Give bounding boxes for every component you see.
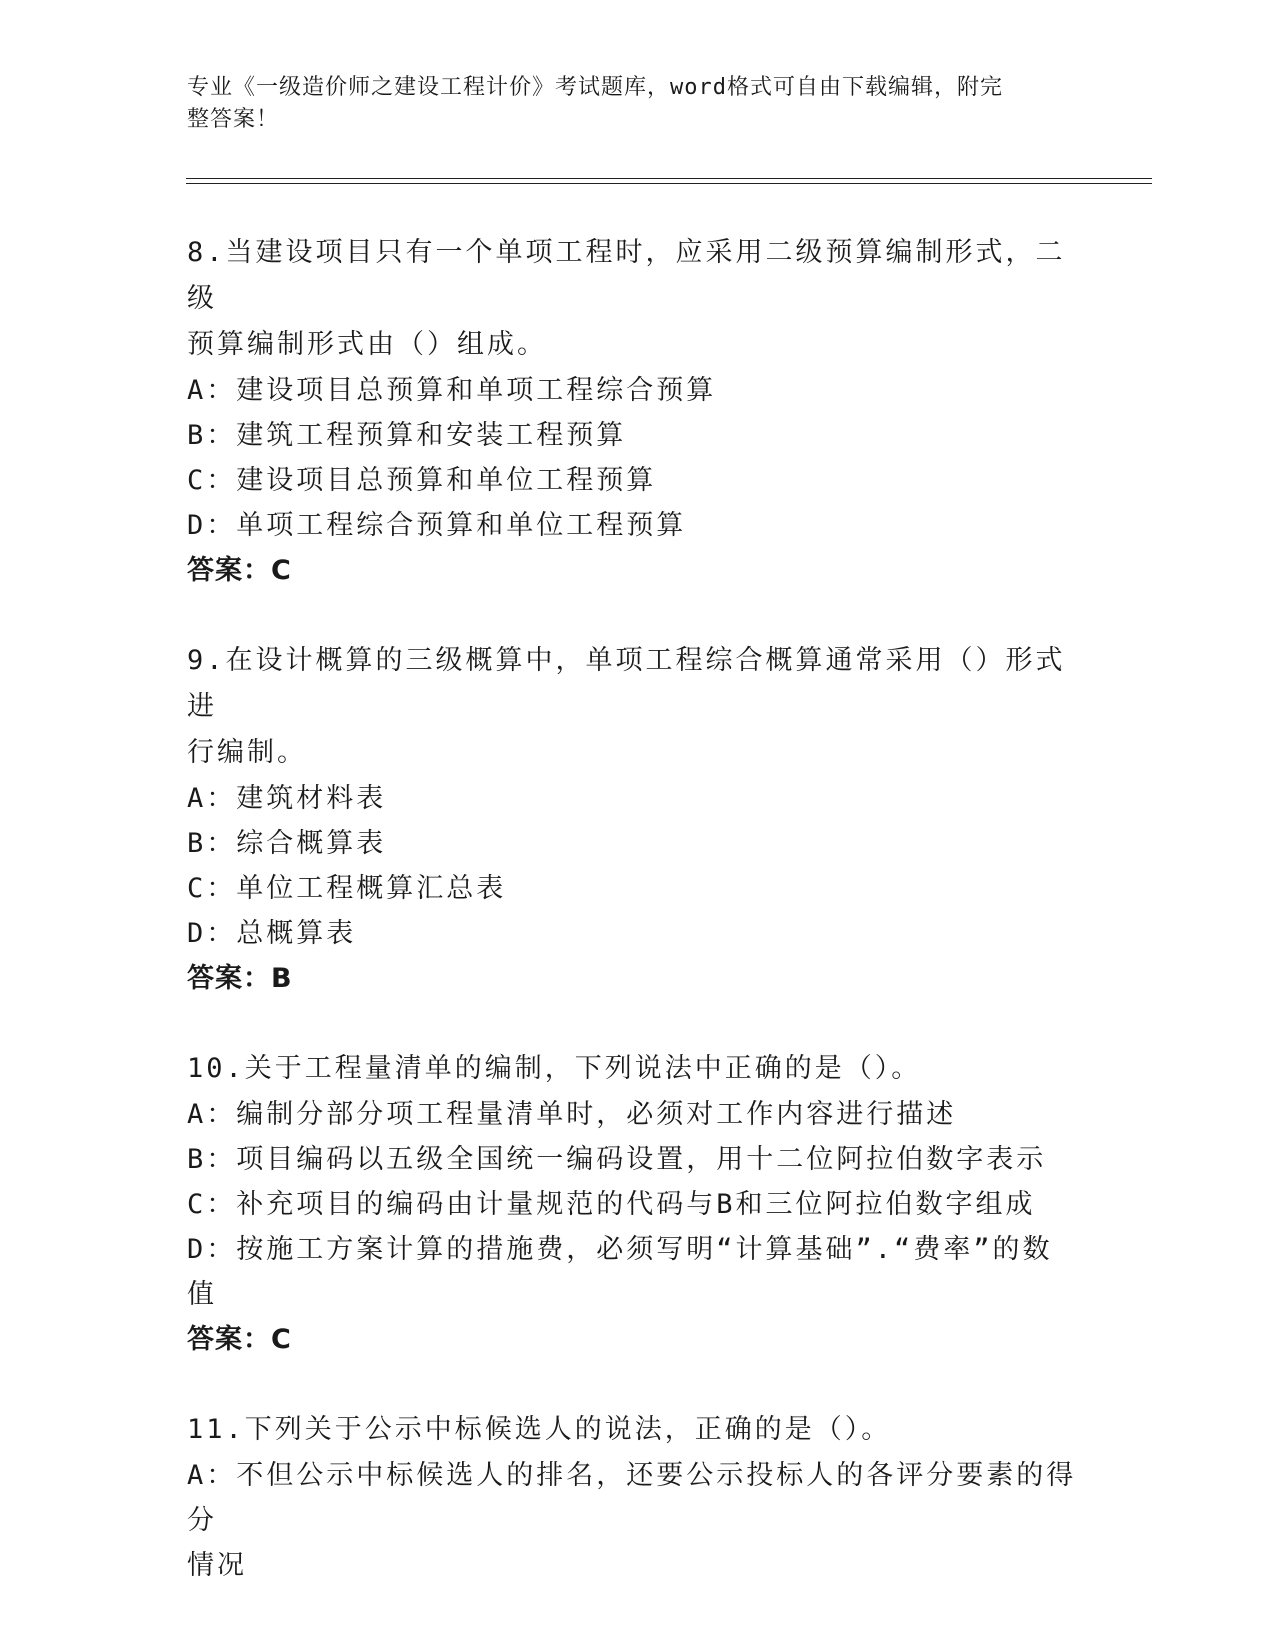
answer-option: C：建设项目总预算和单位工程预算: [187, 465, 657, 496]
answer-option: A：不但公示中标候选人的排名，还要公示投标人的各评分要素的得分: [187, 1460, 1077, 1536]
question-stem: 11.下列关于公示中标候选人的说法，正确的是（）。: [187, 1414, 892, 1445]
question-block: [187, 638, 1087, 1002]
question-block: [187, 1407, 1087, 1588]
answer-option: D：总概算表: [187, 918, 357, 949]
answer-option: A：编制分部分项工程量清单时，必须对工作内容进行描述: [187, 1099, 957, 1130]
answer-option: B：项目编码以五级全国统一编码设置，用十二位阿拉伯数字表示: [187, 1144, 1047, 1175]
header-divider-bottom: [186, 183, 1152, 184]
question-block: [187, 230, 1087, 594]
question-stem: 10.关于工程量清单的编制，下列说法中正确的是（）。: [187, 1053, 922, 1084]
answer-option: B：综合概算表: [187, 828, 387, 859]
question-list: [187, 230, 1087, 1632]
question-block: [187, 1046, 1087, 1363]
document-header: [187, 72, 1067, 136]
question-stem: 行编制。: [187, 737, 307, 768]
answer-key: 答案：B: [187, 963, 293, 994]
header-divider-top: [186, 178, 1152, 179]
question-stem: 9.在设计概算的三级概算中，单项工程综合概算通常采用（）形式进: [187, 645, 1066, 722]
answer-option: D：按施工方案计算的措施费，必须写明“计算基础”.“费率”的数: [187, 1234, 1053, 1265]
answer-option: D：单项工程综合预算和单位工程预算: [187, 510, 687, 541]
answer-option: C：单位工程概算汇总表: [187, 873, 507, 904]
answer-option: A：建筑材料表: [187, 783, 387, 814]
answer-option: B：建筑工程预算和安装工程预算: [187, 420, 627, 451]
answer-key: 答案：C: [187, 555, 292, 586]
question-stem: 8.当建设项目只有一个单项工程时，应采用二级预算编制形式，二级: [187, 237, 1066, 314]
question-stem: 预算编制形式由（）组成。: [187, 329, 547, 360]
answer-option: C：补充项目的编码由计量规范的代码与B和三位阿拉伯数字组成: [187, 1189, 1036, 1220]
answer-option: 情况: [187, 1550, 247, 1581]
header-line-2: 整答案！: [187, 107, 280, 132]
header-line-1: 专业《一级造价师之建设工程计价》考试题库，word格式可自由下载编辑，附完: [187, 75, 1003, 100]
answer-option: 值: [187, 1279, 217, 1310]
answer-key: 答案：C: [187, 1324, 292, 1355]
answer-option: A：建设项目总预算和单项工程综合预算: [187, 375, 717, 406]
